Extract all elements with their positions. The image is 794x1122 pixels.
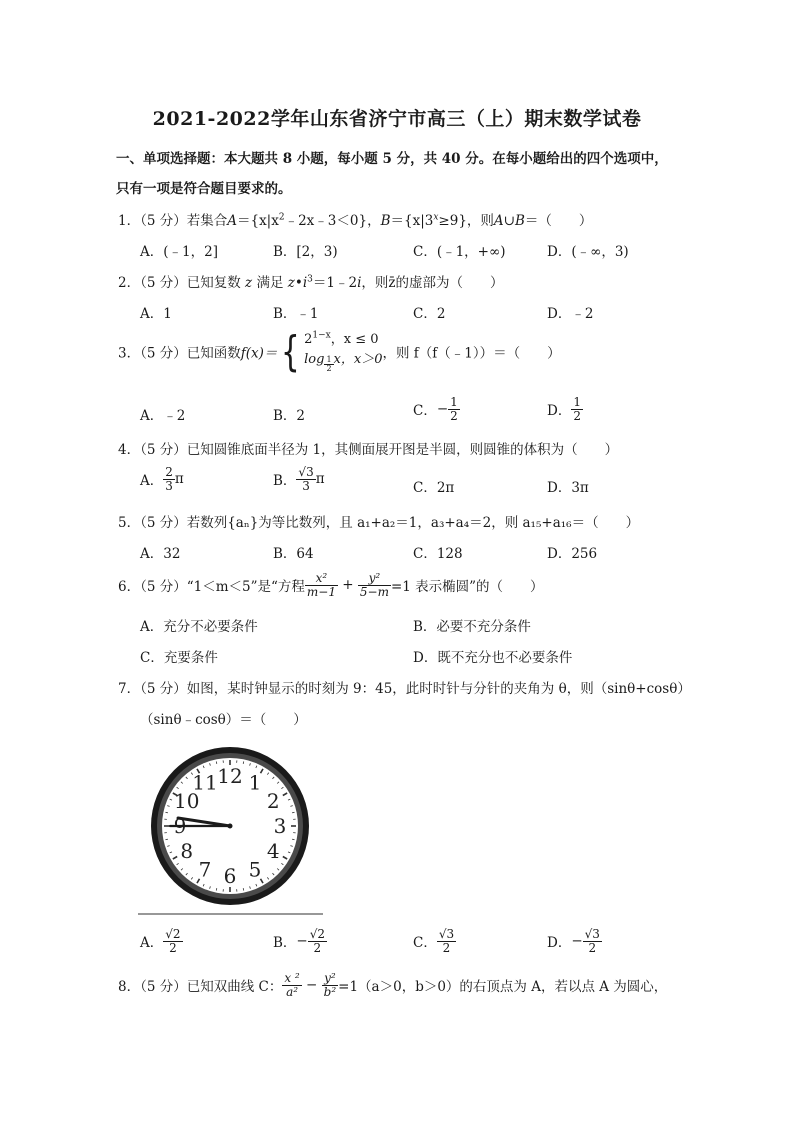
q7-option-a-den: 2 xyxy=(169,940,177,955)
q6-option-c[interactable]: C．充要条件 xyxy=(140,650,218,666)
clock-number: 3 xyxy=(273,814,287,838)
clock-tick xyxy=(292,812,294,813)
q7-option-d-num: √3 xyxy=(584,927,600,941)
q2-z2: z xyxy=(287,275,295,291)
q2-text-g: ＝1﹣2 xyxy=(312,275,358,291)
q7-option-d-den: 2 xyxy=(588,940,597,955)
q6-frac1-num: x² xyxy=(305,572,338,586)
q5-option-c[interactable]: C．128 xyxy=(413,546,463,562)
q7-option-c[interactable] xyxy=(413,928,456,954)
q7-option-a[interactable] xyxy=(140,928,183,954)
q2-z: z xyxy=(245,275,253,291)
q5-option-d[interactable]: D．256 xyxy=(547,546,598,562)
question-2 xyxy=(118,271,504,291)
q2-prefix: 2．（5 分）已知复数 xyxy=(118,275,241,291)
question-7-line2: （sinθ﹣cosθ）＝（ ） xyxy=(140,712,307,728)
q4-option-b[interactable] xyxy=(273,466,325,492)
q7-option-a-num: √2 xyxy=(165,927,181,941)
question-1: 1．（5 分）若集合$A=\{x|x^2﹣2x﹣3<0\}$，$B=\{x|3^x\ge 9\}$，则A∪B＝（ ） xyxy=(118,212,593,229)
q3-option-d-label: D． xyxy=(547,403,572,420)
q2-option-b[interactable]: B．﹣1 xyxy=(273,306,319,322)
q4-option-a[interactable] xyxy=(140,466,184,492)
question-3 xyxy=(118,326,561,376)
q8-minus: − xyxy=(306,977,318,994)
q6-frac2-num: y² xyxy=(358,572,391,586)
q6-suffix: =1 表示椭圆”的（ ） xyxy=(390,579,544,596)
q3-option-c[interactable] xyxy=(413,396,460,422)
question-4: 4．（5 分）已知圆锥底面半径为 1，其侧面展开图是半圆，则圆锥的体积为（ ） xyxy=(118,442,619,458)
q8-frac1-den: a² xyxy=(286,984,299,999)
q4-option-b-pi: π xyxy=(315,471,325,488)
q1-option-d[interactable]: D．(﹣∞，3) xyxy=(547,244,629,260)
q4-option-c[interactable]: C．2π xyxy=(413,480,455,496)
q4-option-a-pi: π xyxy=(174,471,184,488)
q7-option-b-den: 2 xyxy=(313,940,322,955)
page-title: 2021-2022学年山东省济宁市高三（上）期末数学试卷 xyxy=(152,108,642,130)
q2-exp: 3 xyxy=(307,274,313,285)
q1-text-e: ＝{x|3 xyxy=(390,213,434,229)
clock-figure xyxy=(138,746,323,918)
q1-option-b[interactable]: B．[2，3) xyxy=(273,244,338,260)
clock-tick xyxy=(165,812,167,813)
q6-option-b[interactable]: B．必要不充分条件 xyxy=(413,619,531,635)
q2-i2: i xyxy=(357,275,362,291)
q7-option-a-label: A． xyxy=(140,935,164,952)
q7-option-d-label: D． xyxy=(547,935,572,952)
clock-number: 9 xyxy=(173,814,187,838)
q1-text-g: ≥9}，则 xyxy=(438,213,494,229)
question-8 xyxy=(118,972,667,998)
clock-number: 4 xyxy=(266,839,280,863)
q3-case1 xyxy=(304,332,378,347)
q7-option-b-label: B． xyxy=(273,935,297,952)
q4-option-b-label: B． xyxy=(273,473,297,490)
q2-text-i: ，则z̄的虚部为（ ） xyxy=(361,275,504,291)
q3-log-base-den: 2 xyxy=(326,364,332,374)
clock-number: 10 xyxy=(173,789,200,813)
q8-frac2-den: b² xyxy=(323,984,337,999)
q2-option-d[interactable]: D．﹣2 xyxy=(547,306,594,322)
q1-prefix: 1．（5 分）若集合 xyxy=(118,213,228,229)
q6-frac2-den: 5−m xyxy=(359,584,389,599)
q2-text-b: 满足 xyxy=(256,275,284,291)
clock-center-pin xyxy=(228,824,233,829)
q3-option-c-den: 2 xyxy=(450,408,458,423)
q3-option-d-den: 2 xyxy=(573,408,581,423)
question-6 xyxy=(118,572,544,598)
q6-option-a[interactable]: A．充分不必要条件 xyxy=(140,619,258,635)
q2-dot: • xyxy=(294,275,303,291)
q7-option-c-label: C． xyxy=(413,935,437,952)
q3-case2-cond: x，x＞0 xyxy=(333,352,383,368)
clock-tick xyxy=(243,888,244,890)
q8-suffix: =1（a＞0，b＞0）的右顶点为 A，若以点 A 为圆心， xyxy=(338,979,668,996)
q3-case1-base: 2 xyxy=(304,332,313,348)
q3-func: f(x)＝ xyxy=(240,345,278,362)
section-heading-line2: 只有一项是符合题目要求的。 xyxy=(116,181,292,197)
q7-option-b[interactable] xyxy=(273,928,327,954)
q1-set-b: B xyxy=(380,213,391,229)
q3-case1-cond: ，x ≤ 0 xyxy=(330,332,379,348)
q3-option-c-num: 1 xyxy=(450,395,458,409)
q5-option-a[interactable]: A．32 xyxy=(140,546,181,562)
clock-number: 6 xyxy=(223,864,237,888)
q1-text-c: ﹣2x﹣3＜0}， xyxy=(284,213,381,229)
q7-option-b-sign: − xyxy=(296,933,308,950)
question-5: 5．（5 分）若数列{aₙ}为等比数列，且 a₁+a₂＝1，a₃+a₄＝2，则 a₁₅+a₁₆＝（ ） xyxy=(118,515,640,531)
q1-text-i: ＝（ ） xyxy=(524,213,593,229)
clock-number: 12 xyxy=(217,764,243,788)
q2-i: i xyxy=(302,275,308,291)
q3-option-c-sign: − xyxy=(436,401,449,418)
q3-prefix: 3．（5 分）已知函数 xyxy=(118,345,241,362)
clock-tick xyxy=(165,839,167,840)
q7-option-b-num: √2 xyxy=(309,927,326,941)
q3-log-base-num: 1 xyxy=(326,354,332,364)
q8-frac2-num: y² xyxy=(322,972,339,986)
clock-tick xyxy=(216,888,217,890)
q6-frac1-den: m−1 xyxy=(306,584,336,599)
question-7-line1: 7．（5 分）如图，某时钟显示的时刻为 9：45，此时时针与分针的夹角为 θ，则（sinθ+cosθ） xyxy=(118,681,691,697)
q7-option-d[interactable] xyxy=(547,928,602,954)
q3-suffix: ，则 f（f（﹣1））＝（ ） xyxy=(382,345,561,362)
q6-plus: + xyxy=(342,577,354,594)
q6-option-d[interactable]: D．既不充分也不必要条件 xyxy=(413,650,573,666)
q3-option-b[interactable]: B．2 xyxy=(273,408,306,424)
clock-number: 2 xyxy=(266,789,280,813)
clock-number: 11 xyxy=(192,770,218,795)
q3-option-d-num: 1 xyxy=(573,395,581,409)
clock-number: 7 xyxy=(198,857,212,882)
clock-tick xyxy=(292,839,294,840)
q3-option-c-label: C． xyxy=(413,403,437,420)
section-heading-line1: 一、单项选择题：本大题共 8 小题，每小题 5 分，共 40 分。在每小题给出的四个选项中， xyxy=(116,151,668,167)
q7-option-d-sign: − xyxy=(571,933,583,950)
q3-piecewise xyxy=(304,330,382,373)
q3-option-d[interactable] xyxy=(547,396,583,422)
q7-option-c-num: √3 xyxy=(438,927,455,941)
q2-option-c[interactable]: C．2 xyxy=(413,306,446,322)
clock-number: 8 xyxy=(180,839,194,863)
q4-option-b-num: √3 xyxy=(298,465,314,479)
q8-frac1-num: x ² xyxy=(284,971,300,985)
q3-brace: { xyxy=(281,326,301,376)
q7-option-c-den: 2 xyxy=(442,940,451,955)
q3-case2-log: log xyxy=(304,352,325,368)
clock-tick xyxy=(243,761,244,763)
q3-case2 xyxy=(304,352,383,374)
q1-option-a[interactable]: A．(﹣1，2] xyxy=(140,244,218,260)
q4-option-d[interactable]: D．3π xyxy=(547,480,589,496)
q1-exp: x xyxy=(433,212,439,223)
q1-option-c[interactable]: C．(﹣1，+∞) xyxy=(413,244,506,260)
q2-option-a[interactable]: A．1 xyxy=(140,306,172,322)
q5-option-b[interactable]: B．64 xyxy=(273,546,314,562)
q6-prefix: 6．（5 分）“1＜m＜5”是“方程 xyxy=(118,579,305,596)
q4-option-b-den: 3 xyxy=(302,478,310,493)
q1-text-b: ＝{x|x xyxy=(236,213,279,229)
clock-number: 1 xyxy=(248,770,262,795)
q3-option-a[interactable]: A．﹣2 xyxy=(140,408,186,424)
q1-set-a: A xyxy=(227,213,237,229)
q4-option-a-num: 2 xyxy=(165,465,173,479)
q4-option-a-den: 3 xyxy=(165,478,173,493)
q4-option-a-label: A． xyxy=(140,473,164,490)
clock-number: 5 xyxy=(248,857,262,882)
q1-union: A∪B xyxy=(493,213,525,229)
q3-case1-exp: 1−x xyxy=(312,331,331,341)
q8-prefix: 8．（5 分）已知双曲线 C： xyxy=(118,979,283,996)
